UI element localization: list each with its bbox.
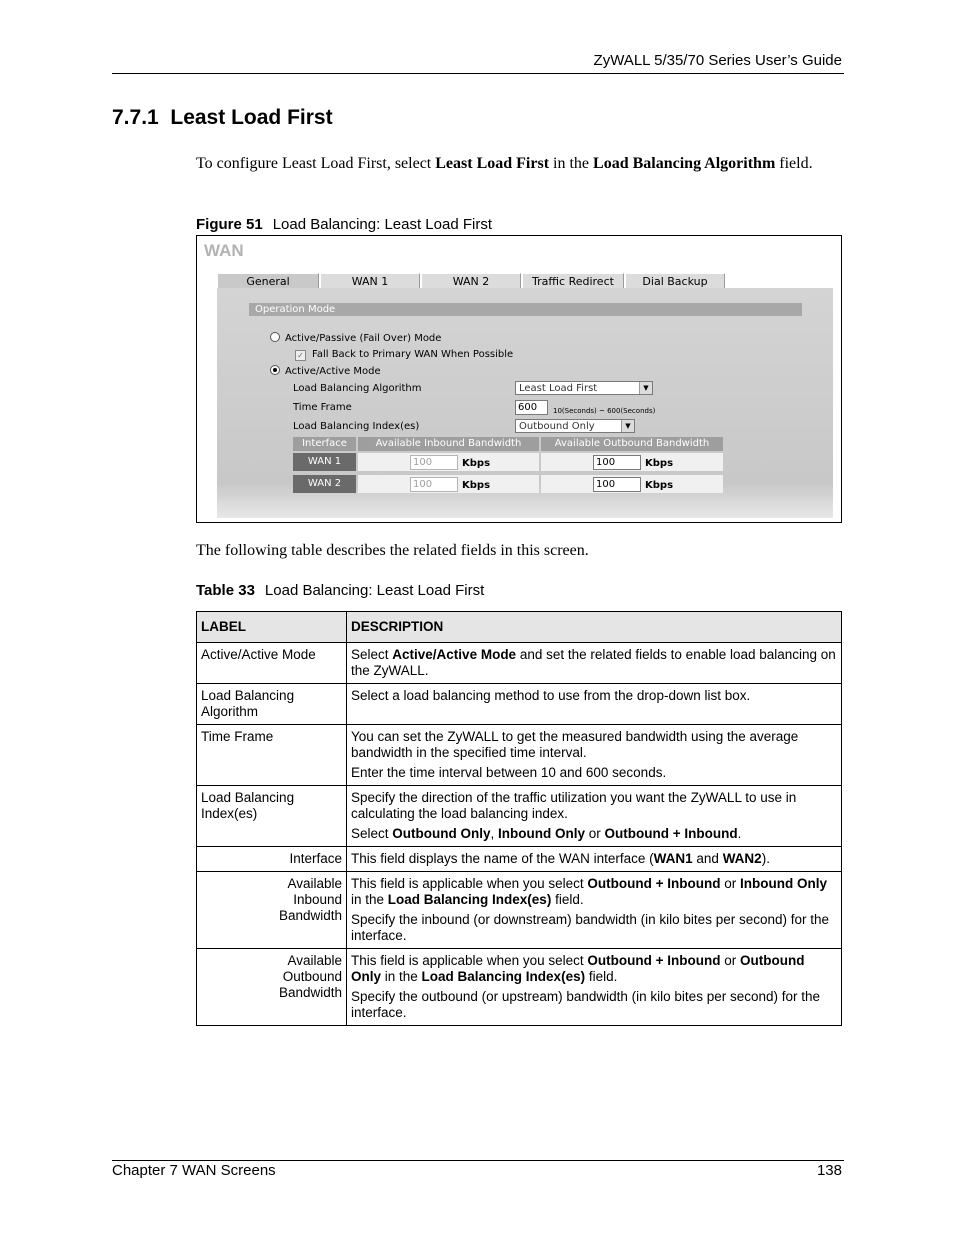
row-description: Select a load balancing method to use from the drop-down list box. xyxy=(347,684,842,725)
tab-dial-backup[interactable]: Dial Backup xyxy=(625,273,725,290)
table-row xyxy=(197,786,842,847)
table-row xyxy=(197,872,842,949)
unit-label: Kbps xyxy=(462,458,491,469)
table-intro: The following table describes the related fields in this screen. xyxy=(196,542,589,559)
intro-paragraph: To configure Least Load First, select Least Load First in the Load Balancing Algorithm field. xyxy=(196,155,813,172)
header-description: DESCRIPTION xyxy=(347,612,842,643)
bw-header-interface: Interface xyxy=(293,437,356,451)
active-passive-option[interactable]: Active/Passive (Fail Over) Mode xyxy=(270,332,441,345)
tab-wan2[interactable]: WAN 2 xyxy=(421,273,521,290)
row-label: Load Balancing Index(es) xyxy=(197,786,347,847)
chevron-down-icon: ▼ xyxy=(621,420,634,432)
table-caption: Table 33 Load Balancing: Least Load First xyxy=(196,582,485,599)
wan-logo: WAN xyxy=(204,241,244,260)
wan1-inbound-input[interactable]: 100 xyxy=(410,455,458,470)
time-frame-label: Time Frame xyxy=(293,402,352,413)
row-label: Time Frame xyxy=(197,725,347,786)
row-description: This field displays the name of the WAN interface (WAN1 and WAN2). xyxy=(347,847,842,872)
tab-wan1[interactable]: WAN 1 xyxy=(320,273,420,290)
running-header: ZyWALL 5/35/70 Series User’s Guide xyxy=(593,52,842,69)
active-active-radio[interactable] xyxy=(270,365,280,375)
unit-label: Kbps xyxy=(645,480,674,491)
row-label: Load Balancing Algorithm xyxy=(197,684,347,725)
row-description: This field is applicable when you select Outbound + Inbound or Outbound Only in the Load Balancing Index(es) field. Specify the outbound (or upstream) bandwidth (in kilo bites per second) for the interface. xyxy=(347,949,842,1026)
row-description: This field is applicable when you select Outbound + Inbound or Inbound Only in the Load Balancing Index(es) field. Specify the inbound (or downstream) bandwidth (in kilo bites per second) for the interface. xyxy=(347,872,842,949)
bw-header-inbound: Available Inbound Bandwidth xyxy=(358,437,539,451)
operation-mode-header: Operation Mode xyxy=(249,303,802,316)
header-label: LABEL xyxy=(197,612,347,643)
row-label: Available Inbound Bandwidth xyxy=(197,872,347,949)
unit-label: Kbps xyxy=(462,480,491,491)
header-rule xyxy=(112,73,844,74)
active-active-option[interactable]: Active/Active Mode xyxy=(270,365,381,378)
bw-header-outbound: Available Outbound Bandwidth xyxy=(541,437,723,451)
unit-label: Kbps xyxy=(645,458,674,469)
algorithm-label: Load Balancing Algorithm xyxy=(293,383,422,394)
footer-page-number: 138 xyxy=(816,1162,842,1179)
row-description: Select Active/Active Mode and set the related fields to enable load balancing on the ZyWALL. xyxy=(347,643,842,684)
row-description: Specify the direction of the traffic utilization you want the ZyWALL to use in calculating the load balancing index. Select Outbound Only, Inbound Only or Outbound + Inbound. xyxy=(347,786,842,847)
row-description: You can set the ZyWALL to get the measured bandwidth using the average bandwidth in the specified time interval. Enter the time interval between 10 and 600 seconds. xyxy=(347,725,842,786)
wan1-outbound-input[interactable]: 100 xyxy=(593,455,641,470)
table-row xyxy=(197,684,842,725)
row-label: Available Outbound Bandwidth xyxy=(197,949,347,1026)
time-frame-hint: 10(Seconds) ~ 600(Seconds) xyxy=(553,407,656,415)
fallback-checkbox[interactable]: ✓ xyxy=(295,350,306,361)
footer-chapter: Chapter 7 WAN Screens xyxy=(112,1162,276,1179)
row-label: Interface xyxy=(197,847,347,872)
table-row xyxy=(197,643,842,684)
description-table xyxy=(196,611,842,1026)
table-row xyxy=(197,949,842,1026)
chevron-down-icon: ▼ xyxy=(639,382,652,394)
section-title: 7.7.1 Least Load First xyxy=(112,106,333,129)
wan2-inbound-input[interactable]: 100 xyxy=(410,477,458,492)
tab-traffic-redirect[interactable]: Traffic Redirect xyxy=(522,273,624,290)
time-frame-input[interactable]: 600 xyxy=(515,400,548,415)
wan2-outbound-input[interactable]: 100 xyxy=(593,477,641,492)
index-select[interactable]: Outbound Only ▼ xyxy=(515,419,635,433)
table-row xyxy=(197,847,842,872)
bw-row-wan1: WAN 1 xyxy=(293,453,356,471)
active-passive-radio[interactable] xyxy=(270,332,280,342)
footer-rule xyxy=(112,1160,844,1161)
algorithm-select[interactable]: Least Load First ▼ xyxy=(515,381,653,395)
bw-row-wan2: WAN 2 xyxy=(293,475,356,493)
figure-caption: Figure 51 Load Balancing: Least Load First xyxy=(196,216,492,233)
figure-screenshot xyxy=(196,235,842,523)
fallback-option[interactable]: ✓ Fall Back to Primary WAN When Possible xyxy=(295,349,513,361)
table-row xyxy=(197,725,842,786)
tab-general[interactable]: General xyxy=(217,273,319,290)
index-label: Load Balancing Index(es) xyxy=(293,421,420,432)
row-label: Active/Active Mode xyxy=(197,643,347,684)
table-header-row xyxy=(197,612,842,643)
